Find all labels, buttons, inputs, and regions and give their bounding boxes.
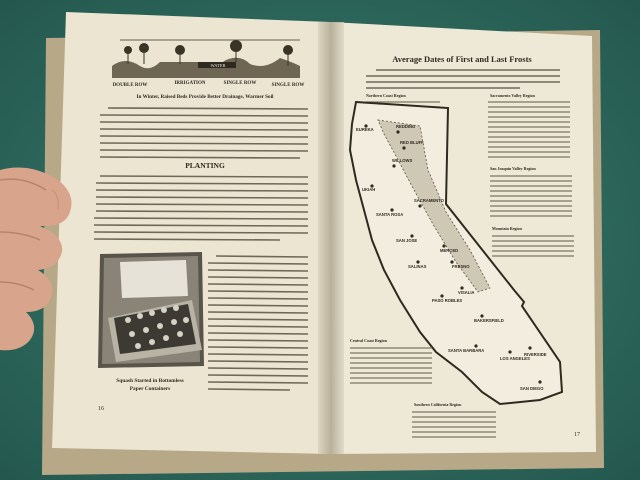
city-bakersfield: BAKERSFIELD (474, 318, 504, 323)
city-paso-robles: PASO ROBLES (432, 298, 463, 303)
city-merced: MERCED (440, 248, 459, 253)
single-row-label-2: SINGLE ROW (271, 83, 305, 88)
planting-heading: PLANTING (185, 161, 225, 170)
table-heading-mountain: Mountain Region (492, 226, 522, 231)
city-red-bluff: RED BLUFF (400, 140, 424, 145)
city-redding: REDDING (396, 124, 416, 129)
left-page-number: 16 (98, 406, 104, 412)
irrigation-label: IRRIGATION (174, 81, 206, 86)
city-ukiah: UKIAH (362, 187, 376, 192)
city-san-diego: SAN DIEGO (520, 386, 544, 391)
table-heading-southern-california: Southern California Region (414, 402, 462, 407)
city-santa-barbara: SANTA BARBARA (448, 348, 485, 353)
frost-dates-title: Average Dates of First and Last Frosts (392, 54, 532, 64)
city-visalia: VISALIA (458, 290, 475, 295)
book-gutter (318, 22, 344, 454)
water-label: WATER (210, 63, 226, 68)
right-page-number: 17 (574, 432, 580, 438)
city-sacramento: SACRAMENTO (414, 198, 444, 203)
table-heading-northern-coast: Northern Coast Region (366, 93, 406, 98)
city-willows: WILLOWS (392, 158, 413, 163)
single-row-label-1: SINGLE ROW (223, 81, 257, 86)
city-san-jose: SAN JOSE (396, 238, 418, 243)
city-santa-rosa: SANTA ROSA (376, 212, 404, 217)
photo-caption-line-1: Squash Started in Bottomless (116, 378, 184, 384)
figure-caption: In Winter, Raised Beds Provide Better Drainage, Warmer Soil (136, 94, 274, 100)
city-eureka: EUREKA (356, 127, 374, 132)
city-los-angeles: LOS ANGELES (500, 356, 530, 361)
city-fresno: FRESNO (452, 264, 470, 269)
city-salinas: SALINAS (408, 264, 427, 269)
double-row-label: DOUBLE ROW (112, 83, 148, 88)
table-heading-central-coast: Central Coast Region (350, 338, 387, 343)
squash-photo (98, 252, 204, 368)
photo-caption-line-2: Paper Containers (129, 386, 171, 392)
table-heading-san-joaquin-valley: San Joaquin Valley Region (490, 166, 536, 171)
table-heading-sacramento-valley: Sacramento Valley Region (490, 93, 535, 98)
city-riverside: RIVERSIDE (524, 352, 547, 357)
